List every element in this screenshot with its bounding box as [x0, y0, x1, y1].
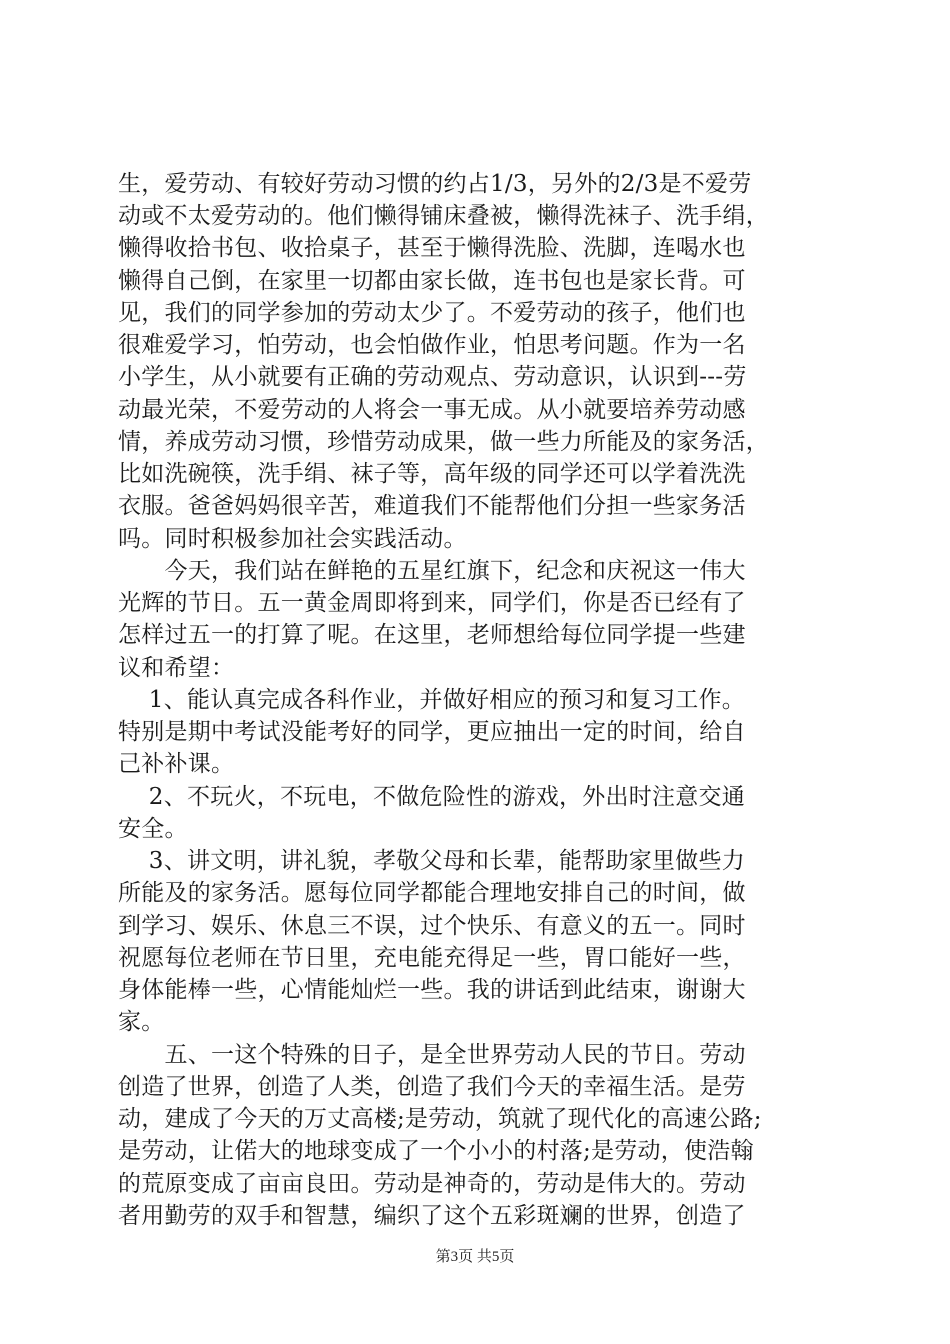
text-line: 生，爱劳动、有较好劳动习惯的约占1/3，另外的2/3是不爱劳 [118, 171, 752, 197]
text-line: 者用勤劳的双手和智慧，编织了这个五彩斑斓的世界，创造了 [118, 1202, 746, 1229]
text-line: 2、不玩火，不玩电，不做危险性的游戏，外出时注意交通 [118, 783, 745, 810]
text-line: 吗。同时积极参加社会实践活动。 [118, 525, 467, 552]
text-line: 是劳动，让偌大的地球变成了一个小小的村落;是劳动，使浩翰 [118, 1138, 754, 1165]
text-line: 的荒原变成了亩亩良田。劳动是神奇的，劳动是伟大的。劳动 [118, 1170, 746, 1197]
text-line: 动，建成了今天的万丈高楼;是劳动，筑就了现代化的高速公路; [118, 1106, 762, 1133]
text-line: 所能及的家务活。愿每位同学都能合理地安排自己的时间，做 [118, 880, 746, 907]
text-line: 比如洗碗筷，洗手绢、袜子等，高年级的同学还可以学着洗洗 [118, 461, 746, 488]
text-line: 到学习、娱乐、休息三不误，过个快乐、有意义的五一。同时 [118, 912, 746, 939]
text-line: 懒得自己倒，在家里一切都由家长做，连书包也是家长背。可 [118, 267, 746, 294]
text-line: 情，养成劳动习惯，珍惜劳动成果，做一些力所能及的家务活， [118, 428, 769, 455]
text-line: 祝愿每位老师在节日里，充电能充得足一些，胃口能好一些， [118, 944, 746, 971]
text-line: 今天，我们站在鲜艳的五星红旗下，纪念和庆祝这一伟大 [118, 557, 746, 584]
text-line: 动最光荣，不爱劳动的人将会一事无成。从小就要培养劳动感 [118, 396, 746, 423]
text-line: 1、能认真完成各科作业，并做好相应的预习和复习工作。 [118, 686, 745, 713]
text-line: 懒得收拾书包、收拾桌子，甚至于懒得洗脸、洗脚，连喝水也 [118, 235, 746, 262]
text-line: 议和希望： [118, 654, 235, 681]
text-line: 小学生，从小就要有正确的劳动观点、劳动意识，认识到---劳 [118, 364, 747, 391]
text-line: 特别是期中考试没能考好的同学，更应抽出一定的时间，给自 [118, 719, 746, 746]
text-line: 光辉的节日。五一黄金周即将到来，同学们，你是否已经有了 [118, 590, 746, 617]
text-line: 怎样过五一的打算了呢。在这里，老师想给每位同学提一些建 [118, 622, 746, 649]
text-line: 创造了世界，创造了人类，创造了我们今天的幸福生活。是劳 [118, 1073, 746, 1100]
text-line: 五、一这个特殊的日子，是全世界劳动人民的节日。劳动 [118, 1041, 746, 1068]
text-line: 己补补课。 [118, 751, 235, 778]
text-line: 家。 [118, 1009, 165, 1036]
text-line: 很难爱学习，怕劳动，也会怕做作业，怕思考问题。作为一名 [118, 332, 746, 359]
text-line: 衣服。爸爸妈妈很辛苦，难道我们不能帮他们分担一些家务活 [118, 493, 746, 520]
text-line: 安全。 [118, 815, 188, 842]
text-line: 身体能棒一些，心情能灿烂一些。我的讲话到此结束，谢谢大 [118, 977, 746, 1004]
text-line: 3、讲文明，讲礼貌，孝敬父母和长辈，能帮助家里做些力 [118, 848, 745, 875]
page-footer: 第3页 共5页 [435, 1249, 515, 1265]
text-line: 见，我们的同学参加的劳动太少了。不爱劳动的孩子，他们也 [118, 299, 746, 326]
text-line: 动或不太爱劳动的。他们懒得铺床叠被，懒得洗袜子、洗手绢， [118, 203, 769, 230]
